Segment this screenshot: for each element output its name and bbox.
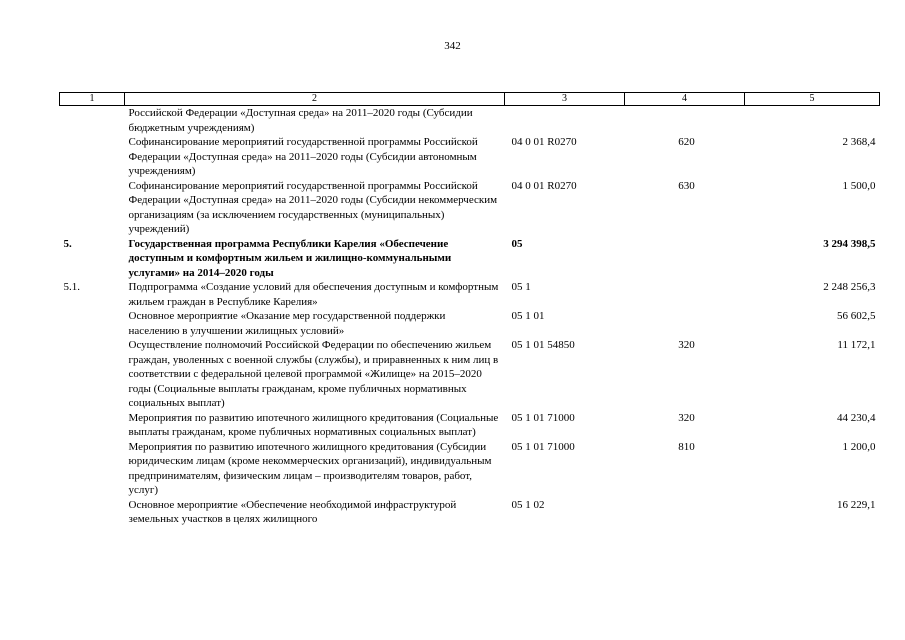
table-row bbox=[60, 237, 880, 281]
row-number-cell bbox=[60, 338, 125, 411]
header-col-3: 3 bbox=[505, 93, 625, 106]
row-expense-type-cell bbox=[625, 280, 745, 309]
row-number-cell bbox=[60, 498, 125, 527]
row-number-cell bbox=[60, 135, 125, 179]
row-expense-type-cell: 630 bbox=[678, 179, 695, 192]
row-amount-cell: 56 602,5 bbox=[837, 310, 876, 322]
row-amount-cell: 3 294 398,5 bbox=[823, 237, 876, 250]
row-amount-cell: 1 500,0 bbox=[842, 179, 876, 192]
row-code-cell: 04 0 01 R0270 bbox=[511, 136, 577, 148]
table-row bbox=[60, 498, 880, 527]
row-expense-type-cell: 620 bbox=[678, 136, 695, 148]
row-number-cell bbox=[60, 411, 125, 440]
row-code-cell: 05 1 01 bbox=[511, 310, 545, 322]
row-name-cell: Осуществление полномочий Российской Федерации по обеспечению жильем граждан, уволенных с военной службы (службы), и приравненных к ним лиц в соответствии с федеральной целевой программой «Жилище» на 2015–2020 годы (Социальные выплаты гражданам, кроме публичных нормативных социальных выплат) bbox=[128, 339, 499, 409]
row-amount-cell bbox=[745, 106, 880, 136]
table-row bbox=[60, 135, 880, 179]
row-name-cell: Мероприятия по развитию ипотечного жилищного кредитования (Субсидии юридическим лицам (кроме некоммерческих организаций), индивидуальным предпринимателям, физическим лицам – производителям товаров, работ, услуг) bbox=[128, 440, 492, 496]
row-amount-cell: 2 248 256,3 bbox=[823, 281, 876, 293]
row-code-cell: 05 1 bbox=[511, 281, 531, 293]
table-row bbox=[60, 440, 880, 498]
table-row bbox=[60, 309, 880, 338]
row-code-cell: 05 1 01 54850 bbox=[511, 339, 575, 351]
row-code-cell: 05 1 01 71000 bbox=[511, 440, 575, 453]
page-number: 342 bbox=[444, 40, 461, 52]
header-col-1: 1 bbox=[60, 93, 125, 106]
table-row bbox=[60, 179, 880, 237]
row-name-cell: Российской Федерации «Доступная среда» на 2011–2020 годы (Субсидии бюджетным учреждениям) bbox=[128, 107, 473, 134]
header-col-2: 2 bbox=[125, 93, 505, 106]
row-expense-type-cell bbox=[625, 106, 745, 136]
row-expense-type-cell bbox=[625, 309, 745, 338]
row-number-cell bbox=[60, 106, 125, 136]
row-code-cell: 04 0 01 R0270 bbox=[511, 179, 577, 192]
table-row bbox=[60, 338, 880, 411]
row-number-cell bbox=[60, 179, 125, 237]
row-name-cell: Софинансирование мероприятий государственной программы Российской Федерации «Доступная среда» на 2011–2020 годы (Субсидии некоммерческим организациям (за исключением государственных (муниципальных) учреждений) bbox=[128, 179, 498, 235]
row-amount-cell: 1 200,0 bbox=[842, 440, 876, 453]
row-number-cell: 5.1. bbox=[63, 281, 80, 293]
row-number-cell: 5. bbox=[63, 237, 72, 250]
row-amount-cell: 2 368,4 bbox=[842, 136, 876, 148]
row-name-cell: Основное мероприятие «Обеспечение необходимой инфраструктурой земельных участков в целях жилищного bbox=[128, 498, 457, 525]
row-expense-type-cell bbox=[625, 237, 745, 281]
row-name-cell: Основное мероприятие «Оказание мер государственной поддержки населению в улучшении жилищных условий» bbox=[128, 310, 446, 337]
row-name-cell: Мероприятия по развитию ипотечного жилищного кредитования (Социальные выплаты гражданам, кроме публичных нормативных социальных выплат) bbox=[128, 411, 499, 438]
budget-table bbox=[59, 92, 880, 527]
row-code-cell: 05 1 02 bbox=[511, 498, 545, 511]
table-row bbox=[60, 411, 880, 440]
row-expense-type-cell: 320 bbox=[678, 411, 695, 424]
header-col-5: 5 bbox=[745, 93, 880, 106]
row-expense-type-cell: 810 bbox=[678, 440, 695, 453]
row-amount-cell: 16 229,1 bbox=[837, 498, 876, 511]
row-code-cell: 05 bbox=[511, 237, 523, 250]
header-col-4: 4 bbox=[625, 93, 745, 106]
row-amount-cell: 44 230,4 bbox=[837, 411, 876, 424]
row-expense-type-cell bbox=[625, 498, 745, 527]
row-number-cell bbox=[60, 309, 125, 338]
row-code-cell bbox=[505, 106, 625, 136]
table-row bbox=[60, 280, 880, 309]
table-row bbox=[60, 106, 880, 136]
table-body bbox=[60, 106, 880, 527]
row-name-cell: Подпрограмма «Создание условий для обеспечения доступным и комфортным жильем граждан в Республике Карелия» bbox=[128, 281, 499, 308]
table-header bbox=[60, 93, 880, 106]
row-number-cell bbox=[60, 440, 125, 498]
row-name-cell: Софинансирование мероприятий государственной программы Российской Федерации «Доступная среда» на 2011–2020 годы (Субсидии автономным учреждениям) bbox=[128, 136, 478, 177]
row-name-cell: Государственная программа Республики Карелия «Обеспечение доступным и комфортным жильем и жилищно-коммунальными услугами» на 2014–2020 годы bbox=[128, 237, 452, 279]
row-expense-type-cell: 320 bbox=[678, 339, 695, 351]
row-amount-cell: 11 172,1 bbox=[837, 339, 876, 351]
row-code-cell: 05 1 01 71000 bbox=[511, 411, 575, 424]
